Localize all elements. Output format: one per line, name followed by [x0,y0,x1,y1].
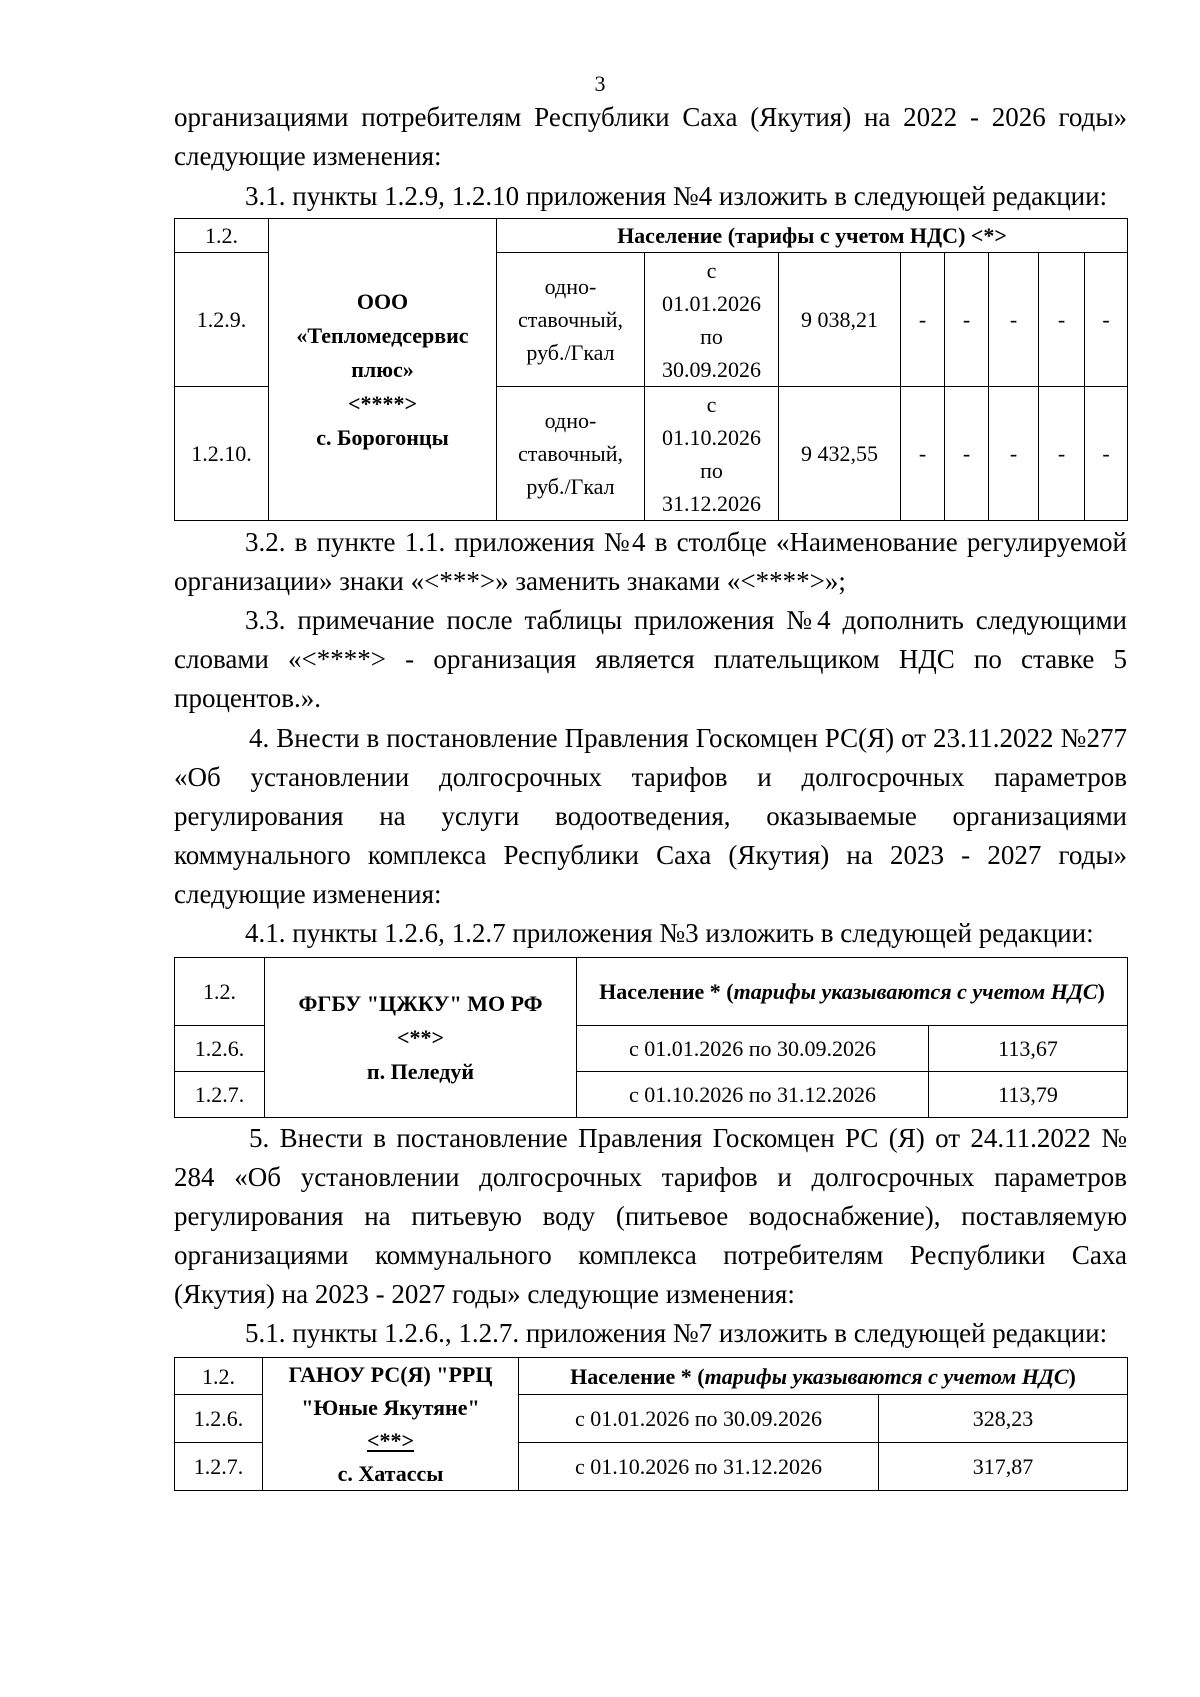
org-footnote-mark: <**> [366,1428,415,1453]
header-italic-text: тарифы указываются с учетом НДС [704,1363,1069,1389]
empty-value-cell: - [945,387,989,521]
row-number-cell: 1.2.7. [175,1443,263,1491]
tariff-type-line: одно- [544,274,597,299]
paragraph-4: 4. Внести в постановление Правления Госкомцен РС(Я) от 23.11.2022 №277 «Об установлении долгосрочных тарифов и долгосрочных параметров регулирования на услуги водоотведения, оказываемые организациями коммунального комплекса Республики Саха (Якутия) на 2023 - 2027 годы» следующие изменения: [174,723,1127,909]
tariff-type-line: руб./Гкал [526,340,615,365]
row-number-cell: 1.2.7. [175,1072,265,1118]
empty-value-cell: - [1085,387,1128,521]
row-number-cell: 1.2.6. [175,1026,265,1072]
group-header-cell: Население (тарифы с учетом НДС) <*> [497,219,1128,253]
paragraph-3-3: 3.3. примечание после таблицы приложения №4 дополнить следующими словами «<****> - организация является плательщиком НДС по ставке 5 процентов.». [174,605,1127,713]
empty-value-cell: - [945,253,989,387]
page-number: 3 [594,71,606,96]
header-text: ) [1097,979,1105,1004]
tariff-type-line: руб./Гкал [526,474,615,499]
org-name-line: "Юные Якутяне" [301,1395,480,1420]
tariff-type-line: одно- [544,408,597,433]
period-line: по [700,323,723,349]
tariff-table-drinking-water [174,1357,1128,1491]
tariff-table-heat [174,218,1128,521]
org-footnote-mark: <****> [347,390,418,416]
paragraph-3-1: 3.1. пункты 1.2.9, 1.2.10 приложения №4 изложить в следующей редакции: [245,181,1108,211]
table-header-row [175,219,1128,253]
empty-value-cell: - [901,387,945,521]
period-cell: с 01.10.2026 по 31.12.2026 [519,1443,879,1491]
tariff-value-cell: 317,87 [879,1443,1128,1491]
header-text: Население * ( [599,979,734,1004]
period-cell: с 01.01.2026 по 30.09.2026 [577,1026,929,1072]
empty-value-cell: - [1039,253,1085,387]
table-header-row [175,1358,1128,1395]
document-body [174,98,1127,1491]
tariff-value-cell: 9 038,21 [779,253,901,387]
org-location: с. Хатассы [337,1461,444,1486]
paragraph-continuation-line2: следующие изменения: [174,141,442,171]
tariff-value-cell: 328,23 [879,1395,1128,1443]
group-header-cell [519,1358,1128,1395]
empty-value-cell: - [901,253,945,387]
org-name-line: «Тепломедсервис [296,322,469,348]
empty-value-cell: - [989,253,1039,387]
tariff-value-cell: 113,67 [929,1026,1128,1072]
row-number-cell: 1.2.6. [175,1395,263,1443]
empty-value-cell: - [1039,387,1085,521]
org-name-line: ФГБУ "ЦЖКУ" МО РФ [298,990,543,1016]
tariff-table-wastewater [174,957,1128,1118]
period-cell [645,387,779,521]
empty-value-cell: - [1085,253,1128,387]
period-cell [645,253,779,387]
paragraph-3-2: 3.2. в пункте 1.1. приложения №4 в столбце «Наименование регулируемой организации» знаки «<***>» заменить знаками «<****>»; [174,527,1127,596]
organization-cell [265,958,577,1118]
period-line: 01.01.2026 [662,290,761,316]
period-line: по [700,457,723,483]
period-line: 31.12.2026 [662,490,761,516]
row-number-cell: 1.2. [175,219,269,253]
tariff-type-cell [497,387,645,521]
header-text: ) [1068,1363,1076,1389]
header-italic-text: тарифы указываются с учетом НДС [733,979,1098,1004]
paragraph-continuation-line1: организациями потребителям Республики Саха (Якутия) на 2022 - 2026 годы» [174,102,1127,132]
tariff-type-line: ставочный, [518,307,623,332]
period-line: с [706,391,717,417]
org-location: с. Борогонцы [316,424,449,450]
row-number-cell: 1.2. [175,958,265,1026]
period-line: 30.09.2026 [662,356,761,382]
period-line: 01.10.2026 [662,424,761,450]
group-header-cell [577,958,1128,1026]
org-name-line: плюс» [351,356,414,382]
row-number-cell: 1.2.9. [175,253,269,387]
row-number-cell: 1.2.10. [175,387,269,521]
row-number-cell: 1.2. [175,1358,263,1395]
org-location: п. Пеледуй [366,1058,475,1084]
tariff-type-line: ставочный, [518,441,623,466]
tariff-value-cell: 113,79 [929,1072,1128,1118]
period-cell: с 01.01.2026 по 30.09.2026 [519,1395,879,1443]
paragraph-5-1: 5.1. пункты 1.2.6., 1.2.7. приложения №7 изложить в следующей редакции: [245,1318,1108,1348]
organization-cell [263,1358,519,1491]
empty-value-cell: - [989,387,1039,521]
header-text: Население * ( [570,1363,705,1389]
paragraph-5: 5. Внести в постановление Правления Госкомцен РС (Я) от 24.11.2022 № 284 «Об установлении долгосрочных тарифов и долгосрочных параметров регулирования на питьевую воду (питьевое водоснабжение), поставляемую организациями коммунального комплекса потребителям Республики Саха (Якутия) на 2023 - 2027 годы» следующие изменения: [174,1123,1127,1309]
period-cell: с 01.10.2026 по 31.12.2026 [577,1072,929,1118]
table-header-row [175,958,1128,1026]
organization-cell [269,219,497,521]
paragraph-4-1: 4.1. пункты 1.2.6, 1.2.7 приложения №3 изложить в следующей редакции: [245,918,1094,948]
period-line: с [706,257,717,283]
org-name-line: ГАНОУ РС(Я) "РРЦ [288,1362,493,1387]
tariff-type-cell [497,253,645,387]
org-footnote-mark: <**> [396,1024,445,1050]
org-name-line: ООО [356,288,409,314]
tariff-value-cell: 9 432,55 [779,387,901,521]
